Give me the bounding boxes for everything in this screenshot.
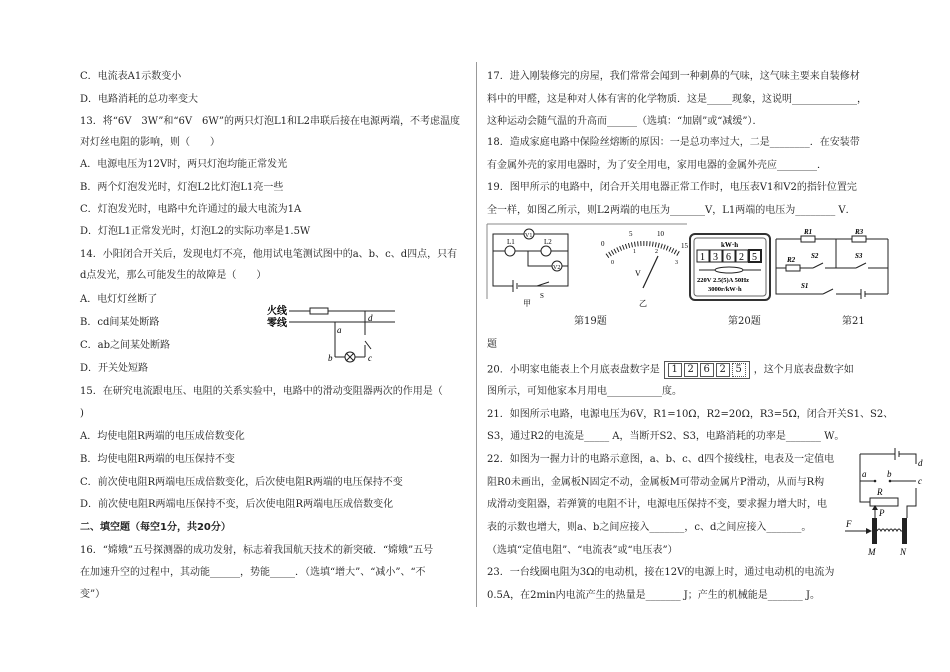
l2-label: L2: [544, 238, 552, 246]
r3-label: R3: [855, 228, 864, 236]
spring-icon: [877, 529, 903, 531]
s3-label: S3: [855, 252, 863, 260]
figure-jia-label: 甲: [523, 299, 531, 308]
lamp-l2-icon: [541, 246, 551, 256]
reading-digit: 2: [684, 363, 698, 377]
reading-digit: 6: [700, 363, 714, 377]
fuse-icon: [310, 308, 328, 314]
meter-digit: 2: [739, 252, 744, 263]
q13-option-d: D．灯泡L1正常发光时，灯泡L2的实际功率是1.5W: [80, 226, 311, 237]
scale-tick-label: 2: [655, 249, 658, 255]
switch-s-icon: [537, 282, 549, 286]
q15-option-c: C．前次使电阻R两端电压成倍数变化，后次使电阻R两端的电压保持不变: [80, 477, 403, 488]
caption-fig21-cont: 题: [487, 339, 497, 350]
force-f-label: F: [846, 519, 852, 529]
q16-line3: 变”）: [80, 589, 106, 600]
q14-stem-line2: d点发光，那么可能发生的故障是（ ）: [80, 270, 267, 281]
v2-label: V2: [553, 265, 561, 271]
meter-constant: 3000r/kW·h: [708, 286, 742, 293]
m-label: M: [868, 547, 876, 557]
q14-option-d: D．开关处短路: [80, 363, 149, 374]
q14-option-c: C．ab之间某处断路: [80, 340, 171, 351]
q13-option-c: C．灯泡发光时，电路中允许通过的最大电流为1A: [80, 204, 302, 215]
q13-stem-line2: 对灯丝电阻的影响，则（ ）: [80, 137, 220, 148]
q12-option-d: D．电路消耗的总功率变大: [80, 94, 199, 105]
scale-tick-label: 10: [657, 230, 664, 238]
figure-yi-label: 乙: [639, 299, 647, 308]
voltmeter-scale: [607, 243, 679, 256]
resistor-r1-icon: [801, 236, 815, 242]
meter-digit: 6: [726, 252, 731, 263]
voltmeter-needle: [643, 256, 658, 288]
resistor-r3-icon: [852, 236, 866, 242]
previous-meter-reading: [664, 361, 750, 379]
r2-label: R2: [787, 256, 796, 264]
meter-disc-icon: [715, 267, 743, 273]
point-b-label: b: [328, 353, 333, 363]
r-label: R: [877, 487, 883, 497]
q12-option-c: C．电流表A1示数变小: [80, 71, 182, 82]
q23-line2: 0.5A，在2min内电流产生的热量是_______ J；产生的机械能是_______ J。: [487, 590, 820, 601]
q13-option-a: A．电源电压为12V时，两只灯泡均能正常发光: [80, 159, 288, 170]
q15-option-a: A．均使电阻R两端的电压成倍数变化: [80, 431, 245, 442]
switch-s2-icon: [813, 263, 823, 268]
q23-line1: 23．一台线圈电阻为3Ω的电动机，接在12V的电源上时，通过电动机的电流为: [487, 567, 835, 578]
q18-line1: 18．造成家庭电路中保险丝熔断的原因：一是总功率过大，二是________．在安装带: [487, 137, 860, 148]
scale-tick-label: 0: [601, 240, 605, 248]
point-c-label: c: [368, 353, 372, 363]
scale-tick-label: 0: [611, 260, 614, 266]
terminal-d-label: d: [918, 458, 923, 468]
q20-text: 20．小明家电能表上个月底表盘数字是: [487, 364, 660, 376]
meter-digit: 5: [752, 252, 757, 263]
q19-figure: [487, 224, 688, 308]
reading-digit: 1: [668, 363, 682, 377]
meter-unit-label: kW·h: [721, 241, 739, 249]
q22-line3: 成滑动变阻器，若弹簧的电阻不计，电源电压保持不变，要求握力增大时，电: [487, 499, 827, 510]
q14-circuit-figure: [265, 305, 400, 365]
live-wire-label: 火线: [267, 306, 287, 317]
q19-line2: 全一样，如图乙所示，则L2两端的电压为_______V，L1两端的电压为________ V．: [487, 205, 856, 216]
point-d-label: d: [368, 313, 373, 323]
terminal-a-label: a: [862, 469, 867, 479]
v-label: V: [635, 269, 641, 278]
q20-text: ，这个月底表盘数字如: [753, 364, 854, 376]
p-label: P: [879, 508, 885, 518]
plate-m: [872, 518, 877, 544]
scale-tick-label: 15: [681, 242, 688, 250]
q16-line1: 16．“嫦娥”五号探测器的成功发射，标志着我国航天技术的新突破．“嫦娥”五号: [80, 545, 434, 556]
meter-spec: 220V 2.5(5)A 50Hz: [697, 277, 750, 284]
q18-line2: 有金属外壳的家用电器时，为了安全用电，家用电器的金属外壳应________．: [487, 160, 827, 171]
q15-stem-line2: ): [80, 408, 84, 419]
resistor-r-icon: [870, 498, 898, 506]
l1-label: L1: [507, 238, 515, 246]
q22-grip-meter-figure: [840, 448, 923, 558]
terminal-b-label: b: [887, 469, 892, 479]
q16-line2: 在加速升空的过程中，其动能______，势能_____．（选填“增大”、“减小”、“不: [80, 567, 426, 578]
q20-line2: 图所示，可知他家本月用电___________度。: [487, 386, 682, 397]
q15-option-b: B．均使电阻R两端的电压保持不变: [80, 454, 235, 465]
q22-line1: 22．如图为一握力计的电路示意图，a、b、c、d四个接线柱，电表及一定值电: [487, 454, 835, 465]
q20-energy-meter-figure: [689, 233, 771, 301]
switch-s1-icon: [823, 289, 833, 294]
scale-tick-label: 3: [675, 260, 678, 266]
q22-line5: （选填“定值电阻”、“电流表”或“电压表”）: [487, 545, 678, 556]
reading-digit: 2: [716, 363, 730, 377]
q22-line4: 表的示数也增大，则a、b之间应接入_______，c、d之间应接入_______。: [487, 522, 812, 533]
q22-line2: 阻R0未画出，金属板N固定不动，金属板M可带动金属片P滑动，从而与R构: [487, 477, 825, 488]
meter-digit: 3: [713, 252, 718, 263]
column-divider: [476, 62, 477, 607]
reading-digit: 5: [732, 363, 746, 377]
caption-fig21: 第21: [842, 316, 865, 327]
q14-stem-line1: 14．小阳闭合开关后，发现电灯不亮，他用试电笔测试图中的a、b、c、d四点，只有: [80, 249, 458, 260]
section-heading-fill-blank: 二、填空题（每空1分，共20分）: [80, 522, 231, 533]
q21-line2: S3，通过R2的电流是_____ A，当断开S2、S3，电路消耗的功率是_______ W。: [487, 431, 845, 442]
q13-stem-line1: 13．将“6V 3W”和“6V 6W”的两只灯泡L1和L2串联后接在电源两端，不考虑温度: [80, 116, 460, 127]
scale-tick-label: 5: [629, 230, 633, 238]
q17-line3: 这种运动会随气温的升高而______（选填：“加剧”或“减缓”）．: [487, 116, 763, 127]
s2-label: S2: [811, 252, 819, 260]
resistor-r2-icon: [786, 265, 800, 271]
point-a-label: a: [337, 325, 342, 335]
switch-s3-icon: [856, 263, 866, 268]
s-label: S: [540, 292, 544, 300]
q13-option-b: B．两个灯泡发光时，灯泡L2比灯泡L1亮一些: [80, 182, 284, 193]
caption-fig20: 第20题: [728, 316, 761, 327]
q21-line1: 21．如图所示电路，电源电压为6V，R1=10Ω，R2=20Ω，R3=5Ω，闭合开关S1、S2、: [487, 409, 894, 420]
q14-option-b: B．cd间某处断路: [80, 317, 160, 328]
lamp-l1-icon: [505, 246, 515, 256]
q15-stem-line1: 15．在研究电流跟电压、电阻的关系实验中，电路中的滑动变阻器两次的作用是（: [80, 386, 443, 397]
r1-label: R1: [804, 228, 813, 236]
neutral-wire-label: 零线: [267, 318, 287, 329]
scale-tick-label: 1: [633, 249, 636, 255]
v1-label: V1: [525, 233, 533, 239]
switch-icon: [365, 341, 371, 349]
terminal-c-label: c: [918, 476, 922, 486]
q21-circuit-figure: [773, 226, 893, 301]
meter-digit: 1: [700, 252, 705, 263]
s1-label: S1: [801, 282, 809, 290]
caption-fig19: 第19题: [574, 316, 607, 327]
q17-line2: 料中的甲醛，这是种对人体有害的化学物质．这是_____现象，这说明_____________，: [487, 94, 867, 105]
n-label: N: [900, 547, 907, 557]
q20-line1: [487, 361, 854, 379]
q17-line1: 17．进入刚装修完的房屋，我们常常会闻到一种刺鼻的气味，这气味主要来自装修材: [487, 71, 860, 82]
q14-option-a: A．电灯灯丝断了: [80, 294, 158, 305]
q19-line1: 19．图甲所示的电路中，闭合开关用电器正常工作时，电压表V1和V2的指针位置完: [487, 182, 857, 193]
q15-option-d: D．前次使电阻R两端电压保持不变，后次使电阻R两端电压成倍数变化: [80, 499, 394, 510]
